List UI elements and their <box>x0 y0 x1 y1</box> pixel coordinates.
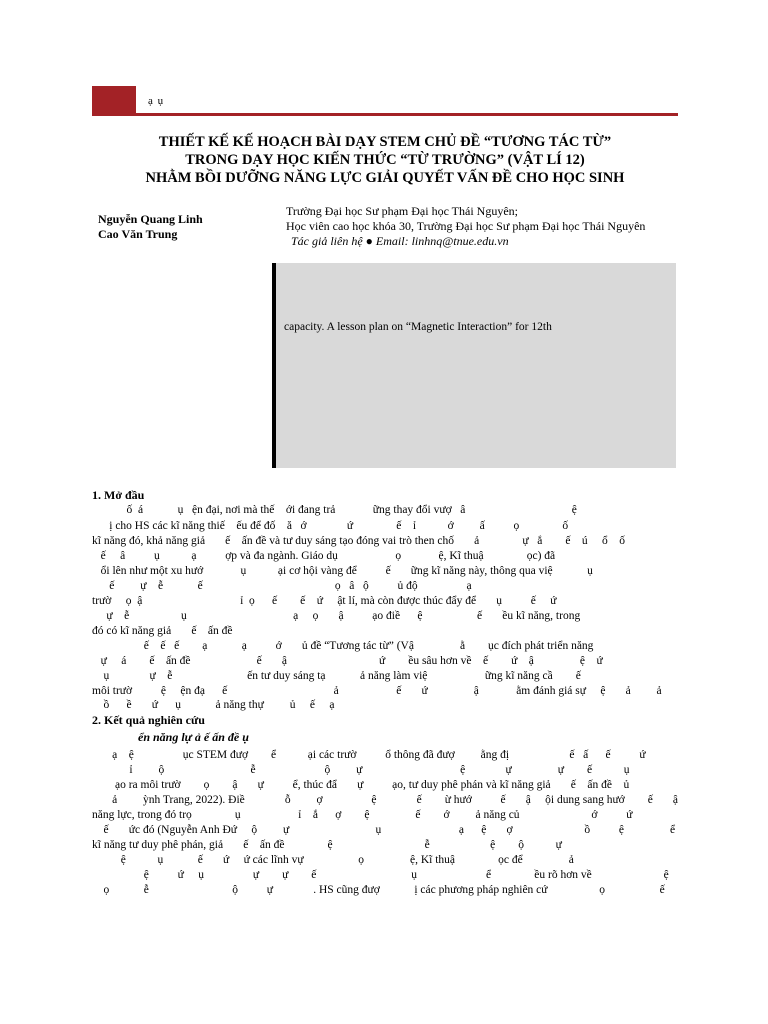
body-line: ị cho HS các kĩ năng thiế ếu để đố ă ớ ứ ế ỉ ớ ấ ọ ố <box>92 520 569 532</box>
body-line: ệ ứ ụ ự ự ế ụ ể ều rõ hơn về ệ <box>92 869 669 881</box>
body-line: ế ự ễ ế ọ â ộ ủ độ ạ <box>92 580 472 592</box>
body-line: ế ế ế ạ ạ ớ ủ đề “Tương tác từ” (Vậ ằ ục đích phát triển năng <box>92 640 594 652</box>
title-line-2: TRONG DẠY HỌC KIẾN THỨC “TỪ TRƯỜNG” (VẬT LÍ 12) <box>185 152 585 168</box>
body-line: ệ ụ ế ứ ứ các lĩnh vự ọ ệ, Kĩ thuậ ọc để ả <box>92 854 574 866</box>
body-line: ổi lên như một xu hướ ụ ại cơ hội vàng để ế ững kĩ năng này, thông qua việ ụ <box>92 565 593 577</box>
running-header <box>92 86 678 116</box>
body-line: ạo ra môi trườ ọ ậ ự ể, thúc đẩ ự ạo, tư duy phê phán và kĩ năng giả ế ấn đề ủ <box>92 779 630 791</box>
affiliations <box>286 204 645 249</box>
body-line: môi trườ ệ ện đạ ế ả ế ứ ậ ằm đánh giá sự ệ ả ả <box>92 685 662 697</box>
body-line: ả ỳnh Trang, 2022). Điề ỗ ợ ệ ế ừ hướ ế ậ ội dung sang hướ ế ậ <box>92 794 678 806</box>
body-line: trườ ọ ậ ỉ ọ ế ế ứ ật lí, mà còn được thúc đẩy để ụ ế ứ <box>92 595 557 607</box>
running-title: ạ ụ <box>148 95 165 107</box>
body-line: ế â ụ ạ ợp và đa ngành. Giáo dụ ọ ệ, Kĩ thuậ ọc) đã <box>92 550 556 562</box>
affiliation-1: Trường Đại học Sư phạm Đại học Thái Nguyên; <box>286 204 518 218</box>
section-1-heading: 1. Mở đầu <box>92 488 145 502</box>
body-line: kĩ năng đó, khả năng giả ế ấn đề và tư duy sáng tạo đóng vai trò then chố ả ự ắ ế ú ổ ố <box>92 535 626 547</box>
abstract-rule <box>272 263 276 468</box>
body-line: đó có kĩ năng giả ế ấn đề <box>92 625 233 637</box>
body-line: ự á ế ấn đề ế ậ ứ ều sâu hơn về ế ứ ậ ệ ứ <box>92 655 603 667</box>
body-line: ố á ụ ện đại, nơi mà thế ới đang trả ững thay đổi vượ â ệ <box>92 504 577 516</box>
affiliation-2: Học viên cao học khóa 30, Trường Đại học Sư phạm Đại học Thái Nguyên <box>286 219 646 233</box>
title-line-3: NHẰM BỒI DƯỠNG NĂNG LỰC GIẢI QUYẾT VẤN ĐỀ CHO HỌC SINH <box>145 170 625 186</box>
body-line: ế ức đó (Nguyễn Anh Đứ ộ ự ụ ạ ệ ợ ồ ệ ể <box>92 824 676 836</box>
author-list <box>98 212 203 242</box>
abstract-box <box>272 263 676 468</box>
body-line: kĩ năng tư duy phê phán, giả ế ấn đề ệ ễ ệ ộ ự <box>92 839 562 851</box>
author-2: Cao Văn Trung <box>98 227 178 241</box>
body-line: năng lực, trong đó trọ ụ ỉ ắ ợ ệ ế ớ ả năng củ ớ ứ <box>92 809 633 821</box>
header-rule <box>136 113 678 116</box>
body-line: ỉ ộ ễ ộ ự ệ ự ự ế ụ <box>92 764 630 776</box>
body-line: ự ễ ụ ạ ọ ậ ạo điề ệ ế ều kĩ năng, trong <box>92 610 581 622</box>
body-line: ọ ễ ộ ự . HS cũng đượ ị các phương pháp nghiên cứ ọ ế <box>92 884 665 896</box>
body-line: ụ ự ễ ến tư duy sáng tạ ả năng làm việ ững kĩ năng cầ ế <box>92 670 581 682</box>
section-2-heading: 2. Kết quả nghiên cứu <box>92 713 205 727</box>
title-line-1: THIẾT KẾ KẾ HOẠCH BÀI DẠY STEM CHỦ ĐỀ “TƯƠNG TÁC TỪ” <box>158 134 612 150</box>
abstract-text: capacity. A lesson plan on “Magnetic Interaction” for 12th <box>284 321 552 333</box>
header-color-block <box>92 86 136 116</box>
author-1: Nguyễn Quang Linh <box>98 212 203 226</box>
body-line: ồ ề ứ ụ ả năng thự ủ ế ạ <box>92 699 335 711</box>
body-line: ạ ệ ục STEM đượ ể ại các trườ ổ thông đã đượ ằng đị ế ấ ế ứ <box>92 749 646 761</box>
corresponding-author: Tác giả liên hệ ● Email: linhnq@tnue.edu.vn <box>291 234 509 248</box>
section-2-subheading: ển năng lự ả ế ấn đề ụ <box>138 730 249 744</box>
paper-title <box>92 133 678 187</box>
